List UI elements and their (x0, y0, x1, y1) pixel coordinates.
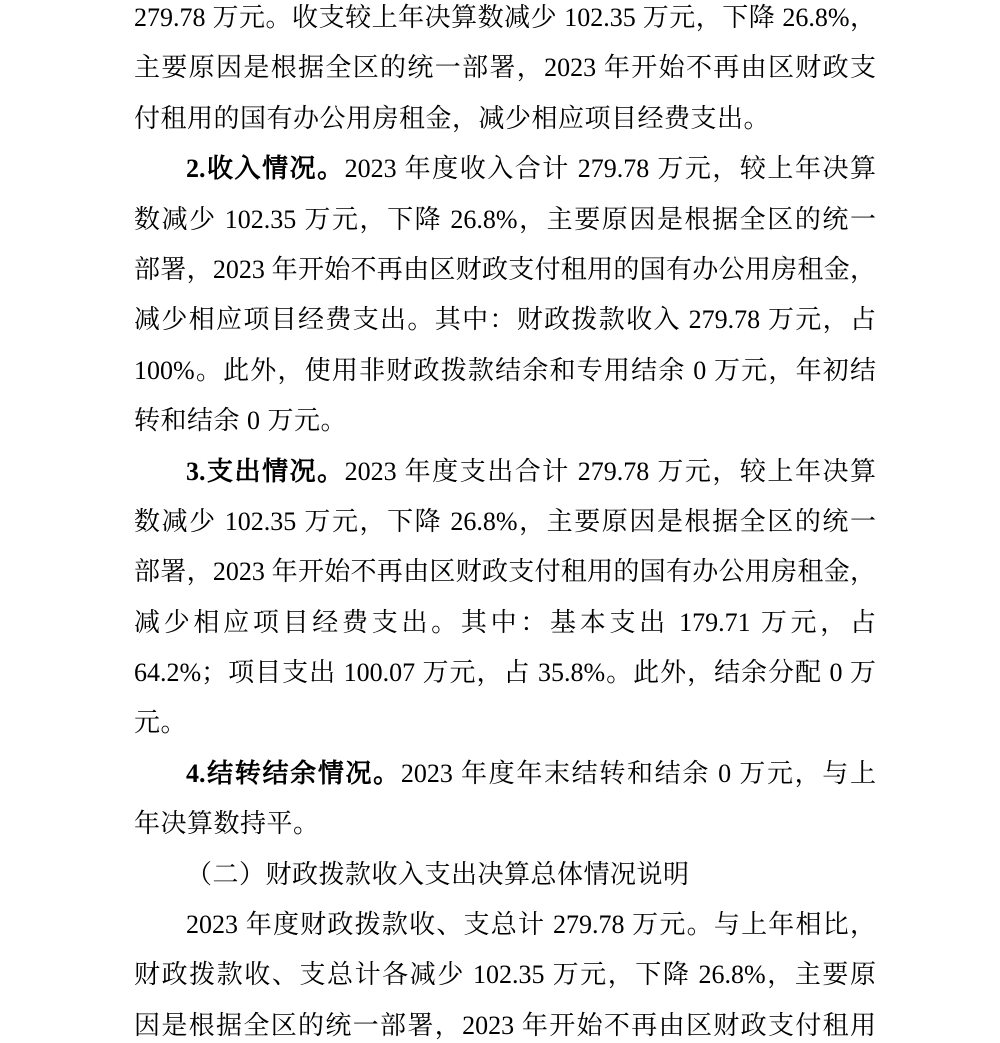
text-line: 付租用的国有办公用房租金，减少相应项目经费支出。 (134, 103, 771, 133)
document-body (134, 2, 876, 1042)
text-line: 年决算数持平。 (134, 809, 320, 839)
text-span: 2023 年度支出合计 279.78 万元，较上年决算 (344, 456, 876, 486)
text-line: 因是根据全区的统一部署，2023 年开始不再由区财政支付租用 (134, 1010, 876, 1040)
paragraph-fiscal-appropriation (134, 909, 876, 1042)
section-heading: （二）财政拨款收入支出决算总体情况说明 (186, 859, 690, 889)
paragraph-income (134, 153, 876, 437)
text-line: 减少相应项目经费支出。其中：基本支出 179.71 万元，占 (134, 607, 876, 637)
text-span: 2023 年度年末结转和结余 0 万元，与上 (400, 758, 876, 788)
text-line: 2023 年度财政拨款收、支总计 279.78 万元。与上年相比， (186, 910, 876, 940)
text-line: 数减少 102.35 万元，下降 26.8%，主要原因是根据全区的统一 (134, 204, 876, 234)
text-line: 64.2%；项目支出 100.07 万元，占 35.8%。此外，结余分配 0 万 (134, 658, 876, 688)
text-line: 279.78 万元。收支较上年决算数减少 102.35 万元，下降 26.8%， (134, 3, 876, 32)
text-line: 主要原因是根据全区的统一部署，2023 年开始不再由区财政支 (134, 53, 876, 83)
text-span: 2023 年度收入合计 279.78 万元，较上年决算 (344, 154, 876, 184)
item-heading-expenditure: 3.支出情况。 (186, 456, 345, 486)
item-heading-income: 2.收入情况。 (186, 154, 345, 184)
text-line: 部署，2023 年开始不再由区财政支付租用的国有办公用房租金， (134, 557, 876, 587)
text-line (186, 758, 876, 790)
text-line: 部署，2023 年开始不再由区财政支付租用的国有办公用房租金， (134, 254, 876, 284)
item-heading-carryover: 4.结转结余情况。 (186, 758, 401, 788)
text-line: 数减少 102.35 万元，下降 26.8%，主要原因是根据全区的统一 (134, 506, 876, 536)
text-line: 减少相应项目经费支出。其中：财政拨款收入 279.78 万元，占 (134, 305, 876, 335)
text-line: 元。 (134, 708, 188, 738)
paragraph-carryover (134, 758, 876, 840)
paragraph-summary-tail (134, 2, 876, 135)
text-line: 转和结余 0 万元。 (134, 406, 348, 436)
text-line (186, 153, 876, 185)
text-line: 财政拨款收、支总计各减少 102.35 万元，下降 26.8%，主要原 (134, 960, 876, 990)
paragraph-expenditure (134, 456, 876, 740)
text-line (186, 456, 876, 488)
section-heading-block (134, 859, 876, 891)
text-line: 100%。此外，使用非财政拨款结余和专用结余 0 万元，年初结 (134, 355, 876, 385)
